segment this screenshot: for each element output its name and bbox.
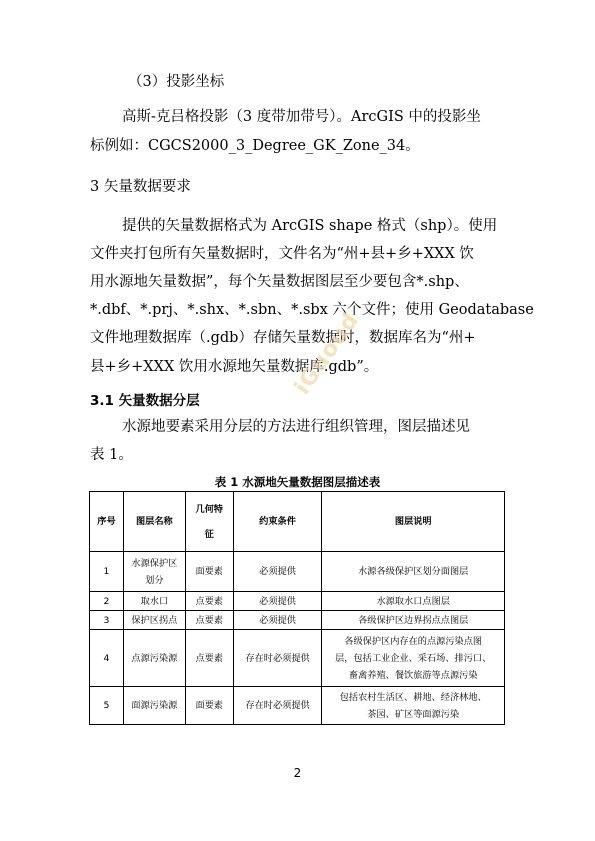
- cell-description: [322, 630, 505, 687]
- cell-description-line: 茶园、矿区等面源污染: [367, 708, 460, 720]
- table-row: [90, 592, 505, 611]
- paragraph-line: 文件夹打包所有矢量数据时，文件名为“州+县+乡+XXX 饮: [90, 246, 474, 262]
- table-header-row: [90, 492, 505, 552]
- header-geometry-line: 征: [204, 528, 214, 540]
- cell-name: 取水口: [123, 592, 185, 611]
- cell-description-line: 包括农村生活区、耕地、经济林地、: [339, 691, 487, 703]
- paragraph-line: *.dbf、*.prj、*.shx、*.sbn、*.sbx 六个文件；使用 Geodatabase: [90, 302, 534, 318]
- cell-constraint: 必须提供: [233, 592, 322, 611]
- cell-description: 各级保护区边界拐点点图层: [322, 611, 505, 630]
- cell-name: 保护区拐点: [123, 611, 185, 630]
- heading-vector-data-requirements: 3 矢量数据要求: [90, 179, 191, 195]
- header-constraint: 约束条件: [233, 492, 322, 552]
- paragraph-line: 县+乡+XXX 饮用水源地矢量数据库.gdb”。: [90, 359, 379, 375]
- table-caption: 表 1 水源地矢量数据图层描述表: [214, 475, 381, 489]
- layers-table: [89, 491, 505, 725]
- cell-constraint: 存在时必须提供: [233, 687, 322, 725]
- header-no: 序号: [90, 492, 124, 552]
- cell-constraint: 必须提供: [233, 611, 322, 630]
- cell-no: 1: [90, 552, 124, 592]
- table-row: [90, 630, 505, 687]
- cell-description-line: 各级保护区内存在的点源污染点图: [344, 635, 483, 647]
- cell-no: 3: [90, 611, 124, 630]
- paragraph-line: 标例如：CGCS2000_3_Degree_GK_Zone_34。: [90, 138, 420, 154]
- cell-description: 水源各级保护区划分面图层: [322, 552, 505, 592]
- cell-name: [123, 552, 185, 592]
- cell-no: 5: [90, 687, 124, 725]
- cell-geometry: 点要素: [185, 611, 233, 630]
- cell-name: 点源污染源: [123, 630, 185, 687]
- paragraph-line: 用水源地矢量数据”，每个矢量数据图层至少要包含*.shp、: [90, 274, 469, 290]
- header-description: 图层说明: [322, 492, 505, 552]
- cell-description: [322, 687, 505, 725]
- paragraph-line: 水源地要素采用分层的方法进行组织管理，图层描述见: [122, 419, 470, 435]
- table-row: [90, 687, 505, 725]
- header-geometry: [185, 492, 233, 552]
- cell-description-line: 畜禽养殖、餐饮旅游等点源污染: [348, 669, 478, 681]
- table-row: [90, 552, 505, 592]
- cell-name-line: 水源保护区: [131, 557, 178, 569]
- header-name: 图层名称: [123, 492, 185, 552]
- paragraph-line: 提供的矢量数据格式为 ArcGIS shape 格式（shp）。使用: [122, 218, 498, 234]
- paragraph-line: 表 1。: [90, 447, 133, 463]
- header-geometry-line: 几何特: [195, 503, 223, 515]
- page-number: 2: [293, 766, 302, 780]
- cell-geometry: 点要素: [185, 592, 233, 611]
- heading-projection: （3）投影坐标: [128, 74, 225, 90]
- cell-no: 4: [90, 630, 124, 687]
- paragraph-line: 文件地理数据库（.gdb）存储矢量数据时，数据库名为“州+: [90, 330, 476, 346]
- cell-description-line: 层，包括工业企业、采石场、排污口、: [335, 652, 492, 664]
- cell-name-line: 划分: [145, 574, 164, 586]
- cell-constraint: 存在时必须提供: [233, 630, 322, 687]
- cell-constraint: 必须提供: [233, 552, 322, 592]
- cell-no: 2: [90, 592, 124, 611]
- paragraph-line: 高斯-克吕格投影（3 度带加带号）。ArcGIS 中的投影坐: [122, 109, 481, 125]
- cell-name: 面源污染源: [123, 687, 185, 725]
- cell-geometry: 面要素: [185, 552, 233, 592]
- table-row: [90, 611, 505, 630]
- cell-geometry: 面要素: [185, 687, 233, 725]
- heading-vector-data-layering: 3.1 矢量数据分层: [90, 393, 200, 409]
- cell-description: 水源取水口点图层: [322, 592, 505, 611]
- watermark: iGuoud: [290, 308, 365, 400]
- cell-geometry: 点要素: [185, 630, 233, 687]
